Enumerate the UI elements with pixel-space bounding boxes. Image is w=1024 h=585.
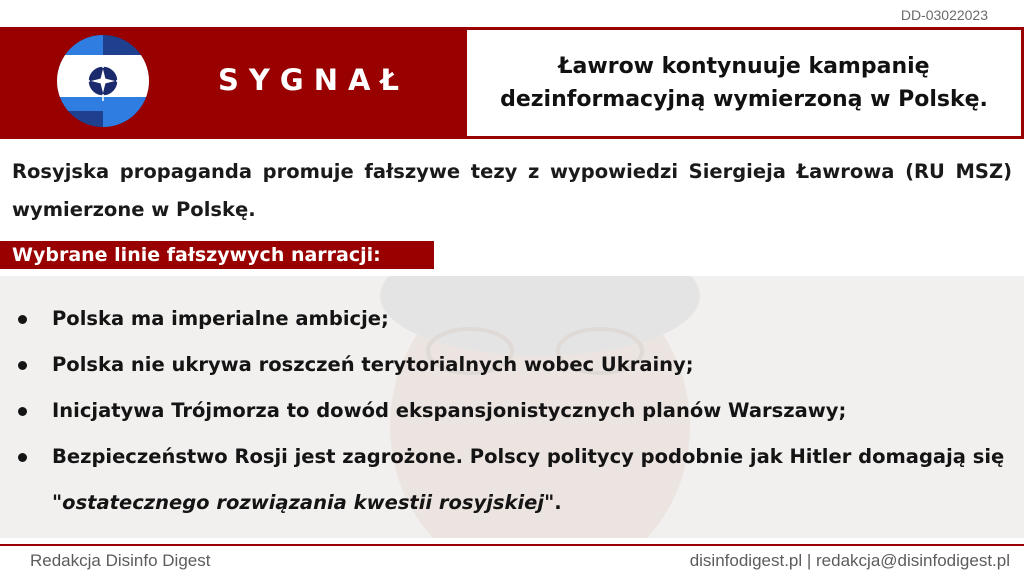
bullet-icon <box>18 453 27 462</box>
list-item <box>18 296 1018 342</box>
list-item-text-end: ". <box>544 491 562 514</box>
section-heading: Wybrane linie fałszywych narracji: <box>12 244 381 266</box>
signal-label: SYGNAŁ <box>218 63 410 97</box>
list-item <box>18 342 1018 388</box>
bullet-icon <box>18 315 27 324</box>
narrative-list <box>18 296 1018 526</box>
list-item-quote: ostatecznego rozwiązania kwestii rosyjskiej <box>62 491 545 514</box>
list-item-text: Polska nie ukrywa roszczeń terytorialnych wobec Ukrainy; <box>52 353 694 376</box>
list-item <box>18 434 1018 526</box>
title-box <box>467 30 1021 136</box>
bullet-icon <box>18 407 27 416</box>
list-item-text: Polska ma imperialne ambicje; <box>52 307 389 330</box>
intro-paragraph: Rosyjska propaganda promuje fałszywe tezy z wypowiedzi Siergieja Ławrowa (RU MSZ) wymierzone w Polskę. <box>12 160 1012 221</box>
section-heading-bar <box>0 241 434 269</box>
footer-contact: disinfodigest.pl | redakcja@disinfodigest.pl <box>689 551 1010 570</box>
list-item-text: Bezpieczeństwo Rosji jest zagrożone. Polscy politycy podobnie jak Hitler domagają się " <box>52 445 1005 514</box>
header-banner <box>0 27 1024 139</box>
list-item-text: Inicjatywa Trójmorza to dowód ekspansjonistycznych planów Warszawy; <box>52 399 847 422</box>
page-title: Ławrow kontynuuje kampanię dezinformacyjną wymierzoną w Polskę. <box>500 54 988 112</box>
list-item <box>18 388 1018 434</box>
logo <box>57 35 149 127</box>
document-id: DD-03022023 <box>900 7 988 23</box>
footer-divider <box>0 544 1024 546</box>
nato-compass-icon <box>57 35 149 127</box>
bullet-icon <box>18 361 27 370</box>
footer-editorial: Redakcja Disinfo Digest <box>30 551 211 570</box>
